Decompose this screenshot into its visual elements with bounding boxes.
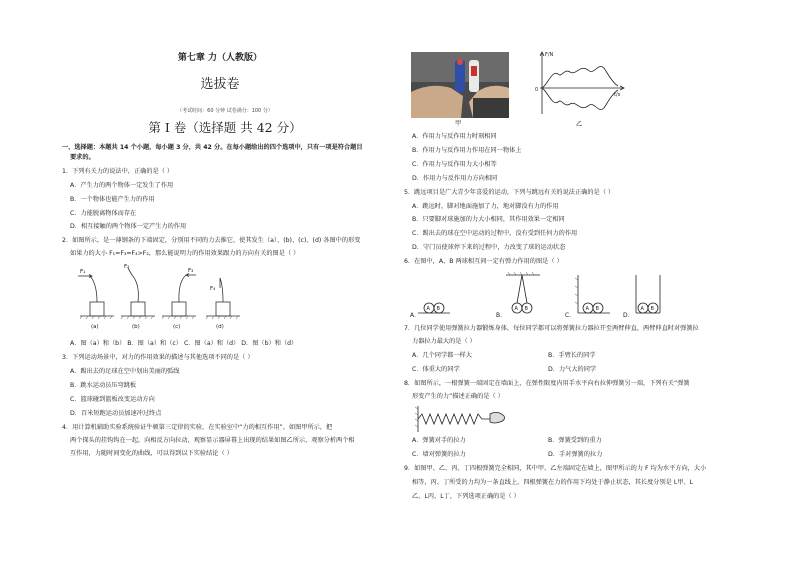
q6-d-ball-b: B: [650, 306, 654, 312]
q6-c-ball-b: B: [595, 306, 599, 312]
q4-stem-line-3: 互作用，力随时间变化的曲线，可以得到以下实验结论（ ）: [70, 450, 233, 457]
q3-stem: 3．下列运动场景中，对力的作用效果的描述与其他选项不同的是（ ）: [62, 354, 254, 361]
exam-meta: （考试时间：60 分钟 试卷满分：100 分）: [177, 108, 273, 114]
chapter-title: 第七章 力（人教版）: [177, 53, 263, 63]
q7-option-c: C．体重大的同学: [412, 366, 460, 373]
q5-stem: 5．跳远项目是广大青少年喜爱的运动，下列与跳远有关的说法正确的是（ ）: [404, 189, 615, 196]
q8-stem-line-1: 8．如图所示，一根弹簧一端固定在墙面上，在弹性限度内用手水平向右拉伸弹簧另一端，下列有关“弹簧: [404, 380, 690, 387]
q3-option-d: D．百米短跑运动员加速冲过终点: [70, 410, 162, 417]
q5-option-d: D．守门员使球停下来的过程中，力改变了球的运动状态: [412, 244, 566, 251]
q7-stem-line-1: 7．几位同学使用弹簧拉力器锻炼身体，每位同学都可以将弹簧拉力器拉开至两臂伸直，两臂伸直时对弹簧拉: [404, 325, 699, 332]
q1-stem: 1．下列有关力的说法中，正确的是（ ）: [62, 168, 174, 175]
q8-option-c: C．墙对弹簧的拉力: [412, 451, 466, 458]
q3-option-c: C．篮球碰到篮板改变运动方向: [70, 396, 155, 403]
q5-option-a: A．跳远时，脚对地面施加了力，地对脚没有力的作用: [412, 203, 559, 210]
q2-force-label-3: F₃: [188, 268, 194, 274]
q9-stem-line-2: 相等，丙、丁所受的力均为一条直线上，四根弹簧在力的作用下均处于静止状态，其长度分别是 L甲、L: [412, 479, 694, 486]
q1-option-d: D．相互接触的两个物体一定产生力的作用: [70, 223, 187, 230]
q7-option-d: D．力气大的同学: [548, 366, 597, 373]
q4-fig-label-left: 甲: [455, 120, 462, 127]
q2-stem-line-1: 2．如图所示，是一薄钢条的下端固定，分别用不同的力去推它，使其发生（a）、(b)、(c)、(d) 各图中的形变: [62, 237, 361, 244]
q9-stem-line-1: 9．如图甲、乙、丙、丁四根弹簧完全相同，其中甲、乙左端固定在墙上，图甲所示的力 F 均为水平方向，大小: [404, 465, 707, 472]
q7-stem-line-2: 力器拉力最大的是（ ）: [412, 338, 476, 345]
q6-a-ball-a: A: [426, 306, 430, 312]
q2-force-label-4: F₄: [210, 286, 216, 292]
q6-option-a: A．: [410, 312, 421, 319]
q3-option-a: A．踢出去的足球在空中划出美丽的弧线: [70, 368, 180, 375]
q6-d-ball-a: A: [640, 306, 644, 312]
paper-title: 选拔卷: [200, 77, 240, 92]
q2-stem-line-2: 如果力的大小 F₁=F₃=F₄>F₂，那么能说明力的作用效果跟力的方向有关的图是（ ）: [70, 250, 300, 257]
q2-fig-label-d: (d): [216, 324, 224, 330]
q1-option-b: B．一个物体也能产生力的作用: [70, 196, 155, 203]
q7-option-a: A．几个同学都一样大: [412, 352, 472, 359]
q8-option-a: A．弹簧对手的拉力: [412, 437, 466, 444]
q4-option-c: C．作用力与反作用力大小相等: [412, 161, 497, 168]
q1-option-c: C．力能脱离物体而存在: [70, 210, 137, 217]
q4-graph-ylabel: F/N: [545, 52, 554, 58]
q6-b-ball-a: A: [514, 306, 518, 312]
q2-fig-label-c: (c): [173, 324, 181, 330]
q4-option-d: D．作用力与反作用力方向相同: [412, 175, 498, 182]
q4-photo: [411, 52, 509, 118]
q6-a-ball-b: B: [436, 306, 440, 312]
q6-option-c: C．: [565, 312, 576, 319]
q6-figure: [410, 270, 710, 322]
q4-stem-line-1: 4．用计算机辅助实验系统验证牛顿第三定律的实验，在实验室中“力的相互作用”。如图甲所示，把: [62, 424, 333, 431]
q4-option-b: B．作用力与反作用力作用在同一物体上: [412, 147, 522, 154]
q4-graph-xlabel: t/s: [614, 92, 621, 98]
q1-option-a: A．产生力的两个物体一定发生了作用: [70, 182, 174, 189]
q5-option-c: C．踢出去的球在空中运动的过程中，没有受到任何力的作用: [412, 230, 578, 237]
q8-spring-figure: [414, 404, 510, 434]
part-title: 第 I 卷（选择题 共 42 分）: [148, 120, 302, 135]
q8-stem-line-2: 形变产生的力”描述正确的是（ ）: [412, 393, 504, 400]
q2-fig-label-b: (b): [132, 324, 140, 330]
q2-fig-label-a: (a): [91, 324, 99, 330]
q4-stem-line-2: 两个探头的挂钩钩在一起，向相反方向拉动，观察显示器屏幕上出现的结果如图乙所示，观察分析两个相: [70, 437, 355, 444]
q6-option-d: D．: [623, 312, 634, 319]
q7-option-b: B．手臂长的同学: [548, 352, 596, 359]
q5-option-b: B．只要脚对球施加的力大小相同，其作用效果一定相同: [412, 216, 565, 223]
q6-stem: 6．在图中，A、B 两球相互间一定有弹力作用的图是（ ）: [404, 258, 563, 265]
instructions-line-2: 要求的。: [70, 154, 95, 161]
q4-fig-label-right: 乙: [576, 121, 583, 128]
q8-option-d: D．手对弹簧的拉力: [548, 451, 603, 458]
q8-option-b: B．弹簧受到的重力: [548, 437, 602, 444]
q2-force-label-2: F₂: [124, 264, 130, 270]
q3-option-b: B．跳水运动员压弯跳板: [70, 382, 137, 389]
q4-graph-origin: 0: [535, 87, 539, 93]
q9-stem-line-3: 乙、L丙、L丁，下列选项正确的是（ ）: [412, 493, 520, 500]
q6-option-b: B．: [496, 312, 507, 319]
q6-b-ball-b: B: [524, 306, 528, 312]
instructions-line-1: 一、选择题：本题共 14 个小题，每小题 3 分，共 42 分。在每小题给出的四个选项中，只有一项是符合题目: [62, 144, 363, 151]
q2-force-label-1: F₁: [80, 269, 86, 275]
q6-c-ball-a: A: [585, 306, 589, 312]
q4-option-a: A．作用力与反作用力时刻相同: [412, 133, 497, 140]
q2-figure: [70, 262, 270, 334]
q4-graph: [532, 48, 628, 118]
q2-options: A．图（a）和（b） B．图（a）和（c） C．图（a）和（d） D．图（b）和（d）: [70, 340, 298, 347]
